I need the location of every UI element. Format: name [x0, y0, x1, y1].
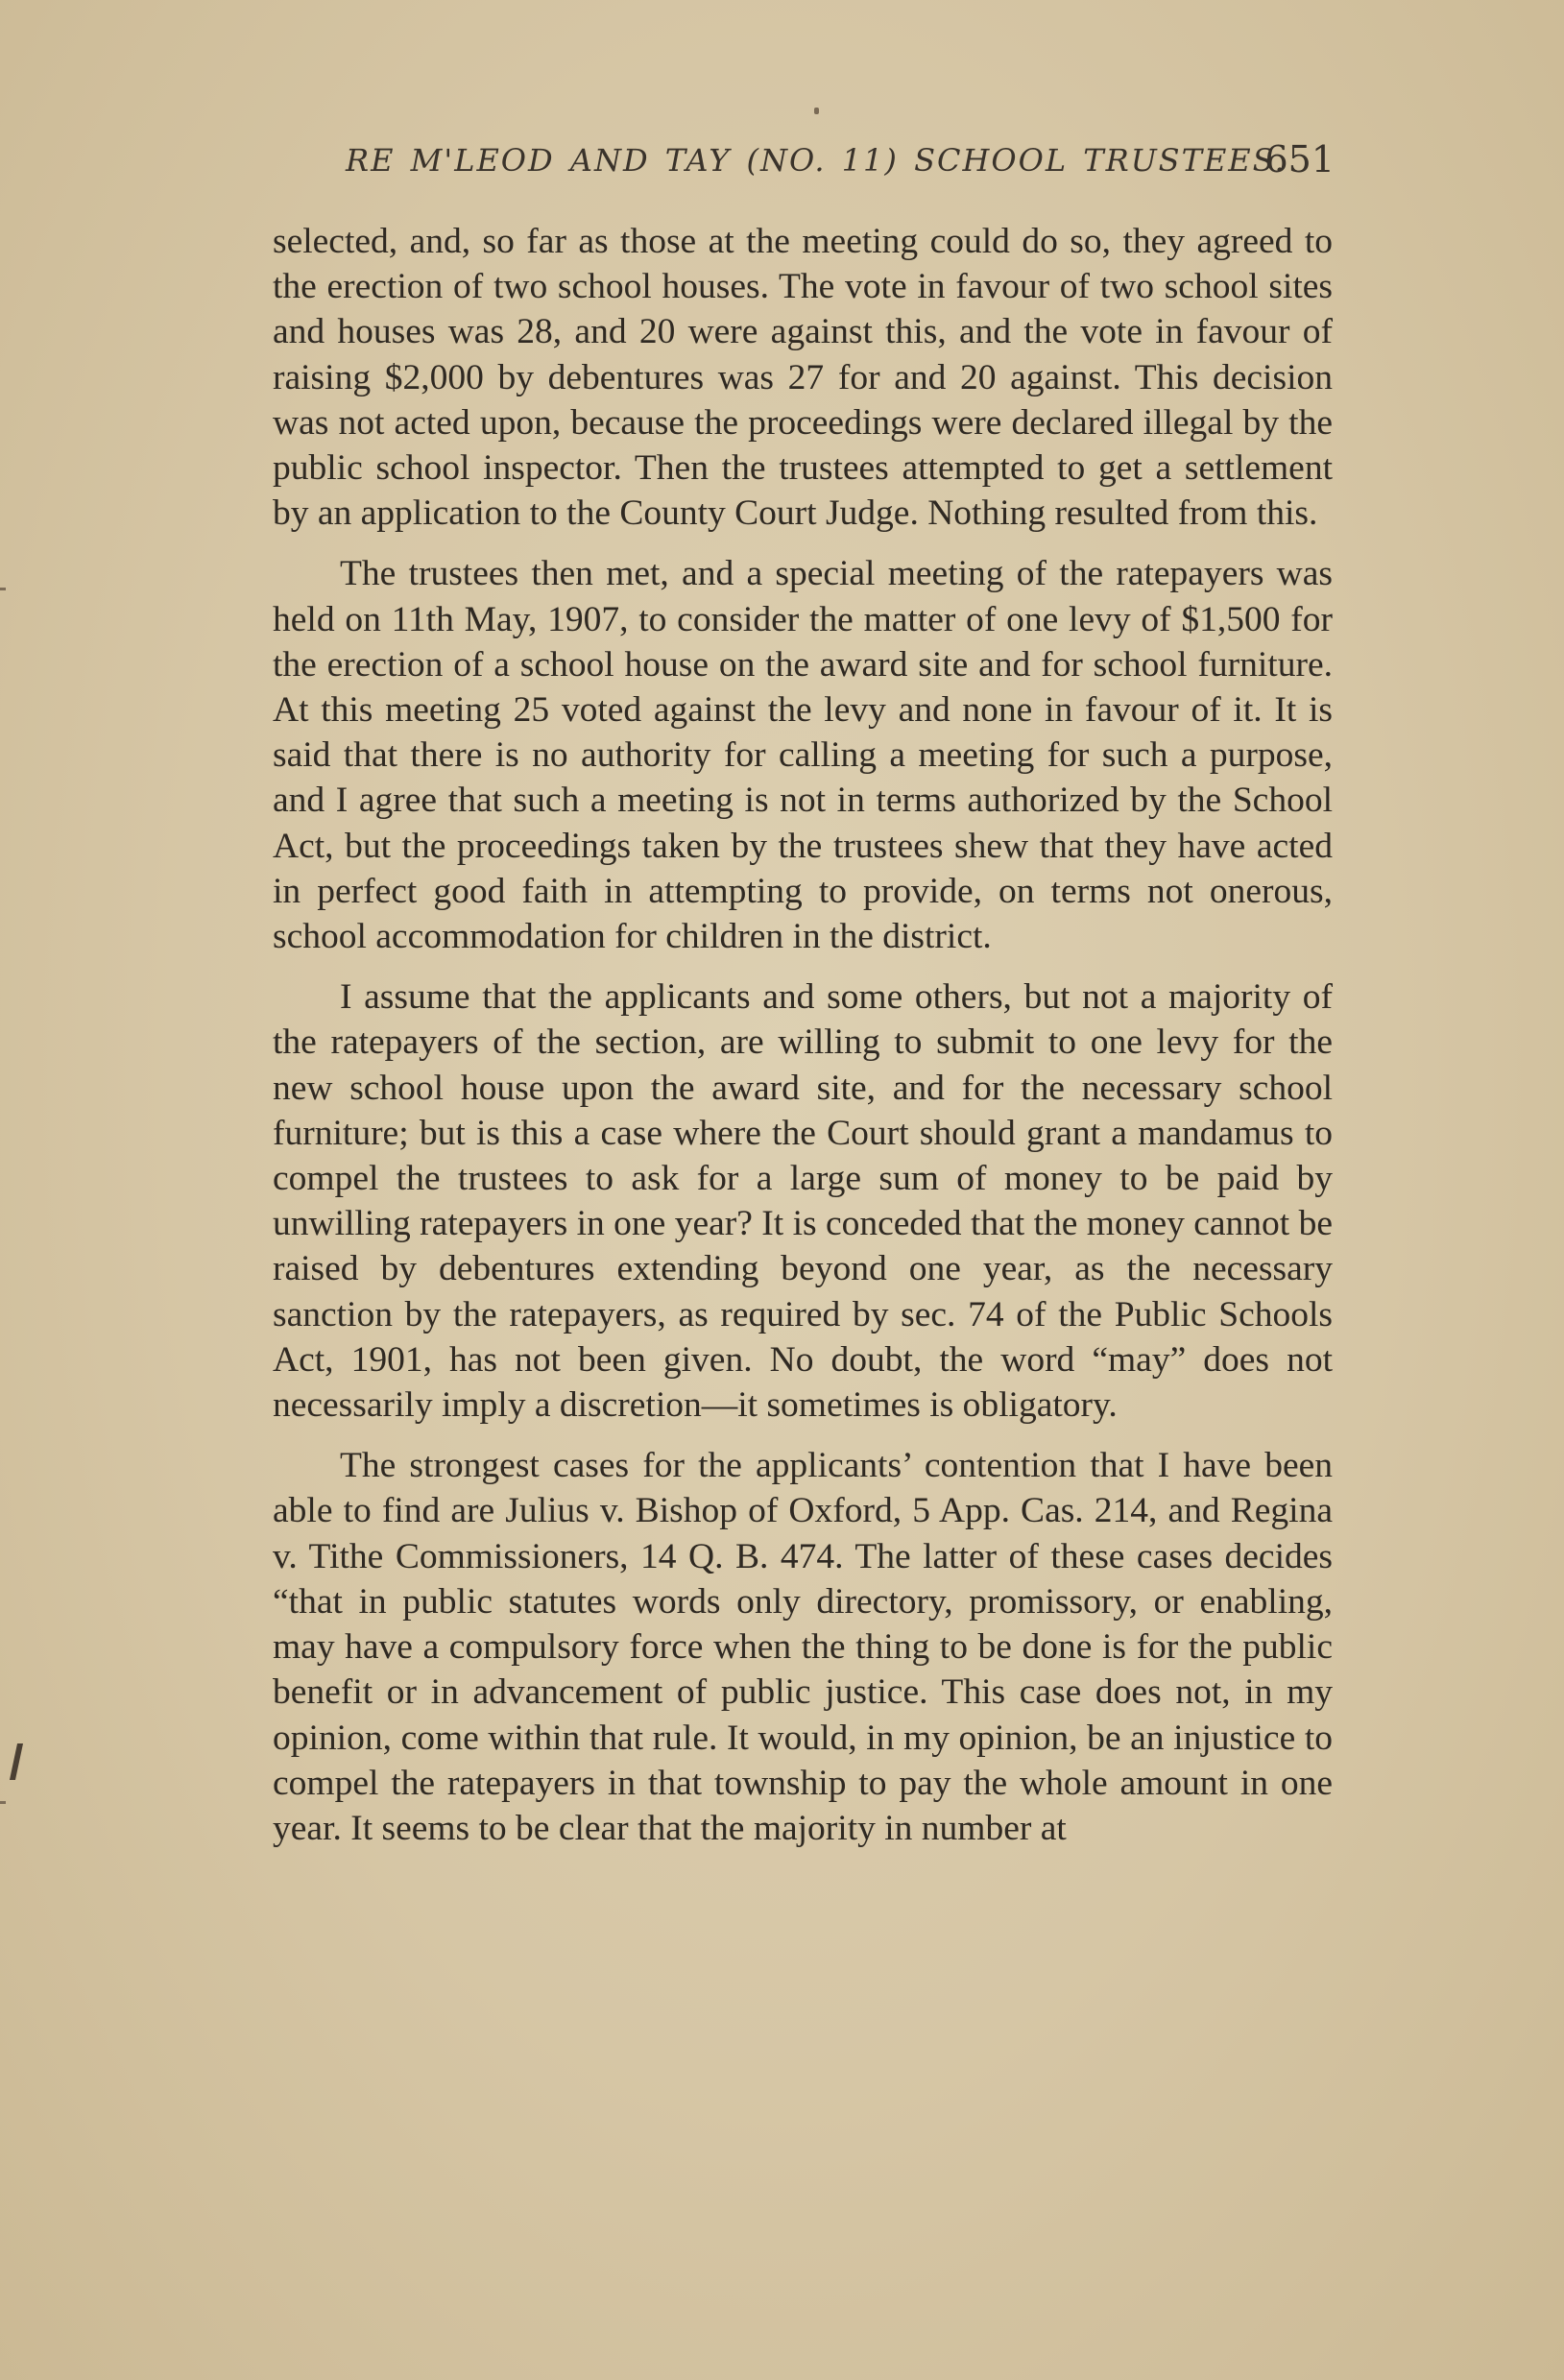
paragraph: The strongest cases for the applicants’ contention that I have been able to find are Julius v. Bishop of Oxford, 5 App. Cas. 214, and Regina v. Tithe Commissioners, 14 Q. B. 474. The latter of these cases decides “that in public statutes words only directory, promissory, or enabling, may have a compulsory force when the thing to be done is for the public benefit or in advancement of public justice. This case does not, in my opinion, come within that rule. It would, in my opinion, be an injustice to compel the ratepayers in that township to pay the whole amount in one year. It seems to be clear that the majority in number at	[273, 1446, 1333, 1848]
paragraph: The trustees then met, and a special meeting of the ratepayers was held on 11th May, 1907, to consider the matter of one levy of $1,500 for the erection of a school house on the award site and for school furniture. At this meeting 25 voted against the levy and none in favour of it. It is said that there is no authority for calling a meeting for such a purpose, and I agree that such a meeting is not in terms authorized by the School Act, but the proceedings taken by the trustees shew that they have acted in perfect good faith in attempting to provide, on terms not onerous, school accommodation for children in the district.	[273, 554, 1333, 957]
margin-pencil-mark	[10, 1743, 44, 1780]
running-title: RE M'LEOD AND TAY (NO. 11) SCHOOL TRUSTEES.	[346, 142, 1287, 179]
page-number: 651	[1264, 138, 1335, 180]
margin-dash	[0, 588, 6, 590]
margin-dash	[0, 1801, 6, 1804]
paragraph: I assume that the applicants and some others, but not a majority of the ratepayers of the section, are willing to submit to one levy for the new school house upon the award site, and for the necessary school furniture; but is this a case where the Court should grant a mandamus to compel the trustees to ask for a large sum of money to be paid by unwilling ratepayers in one year? It is conceded that the money cannot be raised by debentures extending beyond one year, as the necessary sanction by the ratepayers, as required by sec. 74 of the Public Schools Act, 1901, has not been given. No doubt, the word “may” does not necessarily imply a discretion—it sometimes is obligatory.	[273, 977, 1333, 1426]
paragraph-continued: selected, and, so far as those at the meeting could do so, they agreed to the erection of two school houses. The vote in favour of two school sites and houses was 28, and 20 were against this, and the vote in favour of raising $2,000 by debentures was 27 for and 20 against. This decision was not acted upon, because the proceedings were declared illegal by the public school inspector. Then the trustees attempted to get a settlement by an application to the County Court Judge. Nothing resulted from this.	[273, 222, 1333, 534]
running-head	[346, 134, 1335, 192]
body-text	[273, 219, 1333, 1851]
ink-speck	[814, 108, 819, 114]
